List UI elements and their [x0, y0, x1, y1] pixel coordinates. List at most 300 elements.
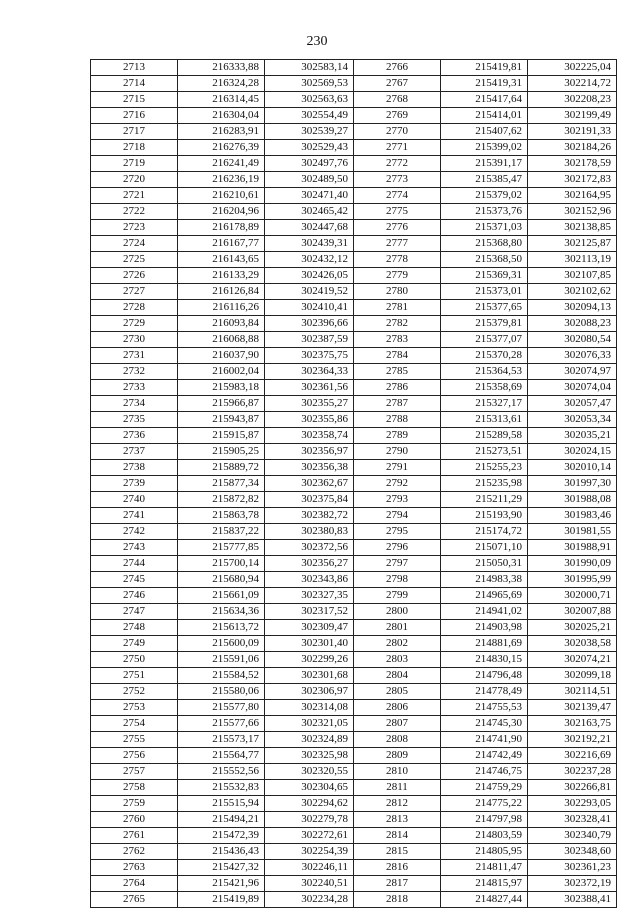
point-number-cell: 2738 — [91, 460, 178, 476]
y-coordinate-cell: 302328,41 — [528, 812, 617, 828]
point-number-cell: 2730 — [91, 332, 178, 348]
x-coordinate-cell: 215071,10 — [441, 540, 528, 556]
point-number-cell: 2776 — [354, 220, 441, 236]
table-row — [91, 508, 617, 524]
x-coordinate-cell: 214805,95 — [441, 844, 528, 860]
table-row — [91, 524, 617, 540]
x-coordinate-cell: 215837,22 — [178, 524, 265, 540]
point-number-cell: 2760 — [91, 812, 178, 828]
table-row — [91, 412, 617, 428]
point-number-cell: 2726 — [91, 268, 178, 284]
table-row — [91, 156, 617, 172]
table-row — [91, 476, 617, 492]
table-row — [91, 268, 617, 284]
point-number-cell: 2794 — [354, 508, 441, 524]
y-coordinate-cell: 302010,14 — [528, 460, 617, 476]
y-coordinate-cell: 302293,05 — [528, 796, 617, 812]
x-coordinate-cell: 215358,69 — [441, 380, 528, 396]
table-row — [91, 572, 617, 588]
x-coordinate-cell: 215552,56 — [178, 764, 265, 780]
point-number-cell: 2785 — [354, 364, 441, 380]
y-coordinate-cell: 302237,28 — [528, 764, 617, 780]
x-coordinate-cell: 215371,03 — [441, 220, 528, 236]
point-number-cell: 2755 — [91, 732, 178, 748]
table-row — [91, 588, 617, 604]
table-row — [91, 732, 617, 748]
y-coordinate-cell: 302192,21 — [528, 732, 617, 748]
coordinates-table — [90, 59, 617, 908]
x-coordinate-cell: 214741,90 — [441, 732, 528, 748]
table-row — [91, 460, 617, 476]
point-number-cell: 2741 — [91, 508, 178, 524]
point-number-cell: 2795 — [354, 524, 441, 540]
y-coordinate-cell: 302340,79 — [528, 828, 617, 844]
table-row — [91, 764, 617, 780]
x-coordinate-cell: 215419,81 — [441, 60, 528, 76]
x-coordinate-cell: 215373,01 — [441, 284, 528, 300]
y-coordinate-cell: 302178,59 — [528, 156, 617, 172]
y-coordinate-cell: 302419,52 — [265, 284, 354, 300]
point-number-cell: 2731 — [91, 348, 178, 364]
x-coordinate-cell: 215414,01 — [441, 108, 528, 124]
y-coordinate-cell: 302362,67 — [265, 476, 354, 492]
y-coordinate-cell: 302426,05 — [265, 268, 354, 284]
point-number-cell: 2764 — [91, 876, 178, 892]
table-row — [91, 620, 617, 636]
x-coordinate-cell: 214803,59 — [441, 828, 528, 844]
y-coordinate-cell: 302025,21 — [528, 620, 617, 636]
y-coordinate-cell: 302088,23 — [528, 316, 617, 332]
point-number-cell: 2762 — [91, 844, 178, 860]
x-coordinate-cell: 216304,04 — [178, 108, 265, 124]
point-number-cell: 2810 — [354, 764, 441, 780]
table-row — [91, 636, 617, 652]
x-coordinate-cell: 215634,36 — [178, 604, 265, 620]
table-row — [91, 796, 617, 812]
x-coordinate-cell: 214775,22 — [441, 796, 528, 812]
y-coordinate-cell: 302184,26 — [528, 140, 617, 156]
x-coordinate-cell: 215680,94 — [178, 572, 265, 588]
y-coordinate-cell: 302317,52 — [265, 604, 354, 620]
x-coordinate-cell: 216167,77 — [178, 236, 265, 252]
table-row — [91, 60, 617, 76]
x-coordinate-cell: 216116,26 — [178, 300, 265, 316]
x-coordinate-cell: 215391,17 — [441, 156, 528, 172]
y-coordinate-cell: 302125,87 — [528, 236, 617, 252]
table-row — [91, 380, 617, 396]
y-coordinate-cell: 302361,56 — [265, 380, 354, 396]
x-coordinate-cell: 214778,49 — [441, 684, 528, 700]
table-row — [91, 684, 617, 700]
table-row — [91, 860, 617, 876]
y-coordinate-cell: 302216,69 — [528, 748, 617, 764]
point-number-cell: 2782 — [354, 316, 441, 332]
y-coordinate-cell: 302080,54 — [528, 332, 617, 348]
y-coordinate-cell: 302000,71 — [528, 588, 617, 604]
x-coordinate-cell: 214815,97 — [441, 876, 528, 892]
point-number-cell: 2775 — [354, 204, 441, 220]
y-coordinate-cell: 302387,59 — [265, 332, 354, 348]
point-number-cell: 2763 — [91, 860, 178, 876]
point-number-cell: 2722 — [91, 204, 178, 220]
table-row — [91, 284, 617, 300]
x-coordinate-cell: 214755,53 — [441, 700, 528, 716]
y-coordinate-cell: 302272,61 — [265, 828, 354, 844]
y-coordinate-cell: 302038,58 — [528, 636, 617, 652]
table-row — [91, 364, 617, 380]
point-number-cell: 2777 — [354, 236, 441, 252]
x-coordinate-cell: 215364,53 — [441, 364, 528, 380]
point-number-cell: 2736 — [91, 428, 178, 444]
x-coordinate-cell: 215399,02 — [441, 140, 528, 156]
y-coordinate-cell: 302074,04 — [528, 380, 617, 396]
point-number-cell: 2811 — [354, 780, 441, 796]
x-coordinate-cell: 214797,98 — [441, 812, 528, 828]
y-coordinate-cell: 302074,21 — [528, 652, 617, 668]
point-number-cell: 2802 — [354, 636, 441, 652]
y-coordinate-cell: 302208,23 — [528, 92, 617, 108]
table-row — [91, 188, 617, 204]
y-coordinate-cell: 301988,08 — [528, 492, 617, 508]
point-number-cell: 2727 — [91, 284, 178, 300]
x-coordinate-cell: 216204,96 — [178, 204, 265, 220]
x-coordinate-cell: 215905,25 — [178, 444, 265, 460]
y-coordinate-cell: 302554,49 — [265, 108, 354, 124]
table-row — [91, 892, 617, 908]
table-row — [91, 700, 617, 716]
point-number-cell: 2772 — [354, 156, 441, 172]
y-coordinate-cell: 302356,27 — [265, 556, 354, 572]
y-coordinate-cell: 302356,97 — [265, 444, 354, 460]
y-coordinate-cell: 302234,28 — [265, 892, 354, 908]
point-number-cell: 2792 — [354, 476, 441, 492]
y-coordinate-cell: 302489,50 — [265, 172, 354, 188]
y-coordinate-cell: 302191,33 — [528, 124, 617, 140]
point-number-cell: 2752 — [91, 684, 178, 700]
x-coordinate-cell: 215211,29 — [441, 492, 528, 508]
point-number-cell: 2749 — [91, 636, 178, 652]
x-coordinate-cell: 215235,98 — [441, 476, 528, 492]
y-coordinate-cell: 301990,09 — [528, 556, 617, 572]
y-coordinate-cell: 302348,60 — [528, 844, 617, 860]
point-number-cell: 2797 — [354, 556, 441, 572]
x-coordinate-cell: 214903,98 — [441, 620, 528, 636]
table-row — [91, 124, 617, 140]
point-number-cell: 2724 — [91, 236, 178, 252]
y-coordinate-cell: 302396,66 — [265, 316, 354, 332]
point-number-cell: 2715 — [91, 92, 178, 108]
x-coordinate-cell: 215983,18 — [178, 380, 265, 396]
table-row — [91, 252, 617, 268]
point-number-cell: 2744 — [91, 556, 178, 572]
x-coordinate-cell: 215573,17 — [178, 732, 265, 748]
y-coordinate-cell: 302314,08 — [265, 700, 354, 716]
table-row — [91, 428, 617, 444]
x-coordinate-cell: 215577,66 — [178, 716, 265, 732]
y-coordinate-cell: 302410,41 — [265, 300, 354, 316]
point-number-cell: 2790 — [354, 444, 441, 460]
point-number-cell: 2799 — [354, 588, 441, 604]
x-coordinate-cell: 215379,81 — [441, 316, 528, 332]
y-coordinate-cell: 302563,63 — [265, 92, 354, 108]
x-coordinate-cell: 214830,15 — [441, 652, 528, 668]
point-number-cell: 2793 — [354, 492, 441, 508]
point-number-cell: 2759 — [91, 796, 178, 812]
x-coordinate-cell: 214965,69 — [441, 588, 528, 604]
point-number-cell: 2801 — [354, 620, 441, 636]
table-row — [91, 316, 617, 332]
point-number-cell: 2714 — [91, 76, 178, 92]
y-coordinate-cell: 302138,85 — [528, 220, 617, 236]
x-coordinate-cell: 215370,28 — [441, 348, 528, 364]
y-coordinate-cell: 302114,51 — [528, 684, 617, 700]
point-number-cell: 2753 — [91, 700, 178, 716]
point-number-cell: 2765 — [91, 892, 178, 908]
table-row — [91, 236, 617, 252]
y-coordinate-cell: 302152,96 — [528, 204, 617, 220]
x-coordinate-cell: 216324,28 — [178, 76, 265, 92]
table-row — [91, 76, 617, 92]
page-number: 230 — [306, 34, 328, 49]
point-number-cell: 2778 — [354, 252, 441, 268]
point-number-cell: 2720 — [91, 172, 178, 188]
table-row — [91, 108, 617, 124]
point-number-cell: 2757 — [91, 764, 178, 780]
x-coordinate-cell: 216133,29 — [178, 268, 265, 284]
x-coordinate-cell: 216276,39 — [178, 140, 265, 156]
table-row — [91, 492, 617, 508]
point-number-cell: 2761 — [91, 828, 178, 844]
x-coordinate-cell: 215436,43 — [178, 844, 265, 860]
x-coordinate-cell: 216241,49 — [178, 156, 265, 172]
point-number-cell: 2803 — [354, 652, 441, 668]
y-coordinate-cell: 302035,21 — [528, 428, 617, 444]
x-coordinate-cell: 215472,39 — [178, 828, 265, 844]
x-coordinate-cell: 215289,58 — [441, 428, 528, 444]
x-coordinate-cell: 216093,84 — [178, 316, 265, 332]
x-coordinate-cell: 215943,87 — [178, 412, 265, 428]
y-coordinate-cell: 302539,27 — [265, 124, 354, 140]
x-coordinate-cell: 215417,64 — [441, 92, 528, 108]
table-row — [91, 332, 617, 348]
y-coordinate-cell: 302299,26 — [265, 652, 354, 668]
y-coordinate-cell: 302309,47 — [265, 620, 354, 636]
point-number-cell: 2746 — [91, 588, 178, 604]
point-number-cell: 2747 — [91, 604, 178, 620]
x-coordinate-cell: 214827,44 — [441, 892, 528, 908]
y-coordinate-cell: 302355,27 — [265, 396, 354, 412]
table-row — [91, 844, 617, 860]
point-number-cell: 2818 — [354, 892, 441, 908]
point-number-cell: 2796 — [354, 540, 441, 556]
point-number-cell: 2784 — [354, 348, 441, 364]
table-row — [91, 540, 617, 556]
y-coordinate-cell: 302076,33 — [528, 348, 617, 364]
x-coordinate-cell: 216236,19 — [178, 172, 265, 188]
x-coordinate-cell: 216314,45 — [178, 92, 265, 108]
x-coordinate-cell: 215427,32 — [178, 860, 265, 876]
y-coordinate-cell: 302497,76 — [265, 156, 354, 172]
point-number-cell: 2733 — [91, 380, 178, 396]
y-coordinate-cell: 302324,89 — [265, 732, 354, 748]
y-coordinate-cell: 302279,78 — [265, 812, 354, 828]
point-number-cell: 2805 — [354, 684, 441, 700]
point-number-cell: 2750 — [91, 652, 178, 668]
point-number-cell: 2809 — [354, 748, 441, 764]
x-coordinate-cell: 215872,82 — [178, 492, 265, 508]
table-row — [91, 780, 617, 796]
table-row — [91, 140, 617, 156]
x-coordinate-cell: 215515,94 — [178, 796, 265, 812]
table-row — [91, 348, 617, 364]
point-number-cell: 2783 — [354, 332, 441, 348]
point-number-cell: 2718 — [91, 140, 178, 156]
x-coordinate-cell: 216143,65 — [178, 252, 265, 268]
x-coordinate-cell: 215777,85 — [178, 540, 265, 556]
point-number-cell: 2719 — [91, 156, 178, 172]
point-number-cell: 2766 — [354, 60, 441, 76]
point-number-cell: 2769 — [354, 108, 441, 124]
y-coordinate-cell: 302388,41 — [528, 892, 617, 908]
x-coordinate-cell: 214811,47 — [441, 860, 528, 876]
point-number-cell: 2786 — [354, 380, 441, 396]
x-coordinate-cell: 214881,69 — [441, 636, 528, 652]
y-coordinate-cell: 302214,72 — [528, 76, 617, 92]
y-coordinate-cell: 302294,62 — [265, 796, 354, 812]
y-coordinate-cell: 302139,47 — [528, 700, 617, 716]
point-number-cell: 2742 — [91, 524, 178, 540]
x-coordinate-cell: 214745,30 — [441, 716, 528, 732]
y-coordinate-cell: 302372,19 — [528, 876, 617, 892]
table-row — [91, 444, 617, 460]
y-coordinate-cell: 301983,46 — [528, 508, 617, 524]
y-coordinate-cell: 302301,40 — [265, 636, 354, 652]
point-number-cell: 2788 — [354, 412, 441, 428]
x-coordinate-cell: 215591,06 — [178, 652, 265, 668]
y-coordinate-cell: 302246,11 — [265, 860, 354, 876]
point-number-cell: 2771 — [354, 140, 441, 156]
y-coordinate-cell: 302356,38 — [265, 460, 354, 476]
y-coordinate-cell: 302358,74 — [265, 428, 354, 444]
x-coordinate-cell: 215313,61 — [441, 412, 528, 428]
point-number-cell: 2787 — [354, 396, 441, 412]
point-number-cell: 2754 — [91, 716, 178, 732]
point-number-cell: 2732 — [91, 364, 178, 380]
y-coordinate-cell: 302375,75 — [265, 348, 354, 364]
point-number-cell: 2713 — [91, 60, 178, 76]
table-row — [91, 92, 617, 108]
x-coordinate-cell: 215577,80 — [178, 700, 265, 716]
x-coordinate-cell: 214941,02 — [441, 604, 528, 620]
y-coordinate-cell: 302432,12 — [265, 252, 354, 268]
x-coordinate-cell: 215193,90 — [441, 508, 528, 524]
point-number-cell: 2781 — [354, 300, 441, 316]
point-number-cell: 2725 — [91, 252, 178, 268]
point-number-cell: 2815 — [354, 844, 441, 860]
x-coordinate-cell: 215419,31 — [441, 76, 528, 92]
point-number-cell: 2723 — [91, 220, 178, 236]
y-coordinate-cell: 302364,33 — [265, 364, 354, 380]
y-coordinate-cell: 302447,68 — [265, 220, 354, 236]
y-coordinate-cell: 301981,55 — [528, 524, 617, 540]
y-coordinate-cell: 302465,42 — [265, 204, 354, 220]
y-coordinate-cell: 302053,34 — [528, 412, 617, 428]
y-coordinate-cell: 302163,75 — [528, 716, 617, 732]
x-coordinate-cell: 215613,72 — [178, 620, 265, 636]
point-number-cell: 2780 — [354, 284, 441, 300]
y-coordinate-cell: 302325,98 — [265, 748, 354, 764]
y-coordinate-cell: 302382,72 — [265, 508, 354, 524]
y-coordinate-cell: 302529,43 — [265, 140, 354, 156]
point-number-cell: 2728 — [91, 300, 178, 316]
y-coordinate-cell: 301995,99 — [528, 572, 617, 588]
table-row — [91, 812, 617, 828]
y-coordinate-cell: 302569,53 — [265, 76, 354, 92]
x-coordinate-cell: 215174,72 — [441, 524, 528, 540]
x-coordinate-cell: 215419,89 — [178, 892, 265, 908]
x-coordinate-cell: 216333,88 — [178, 60, 265, 76]
point-number-cell: 2814 — [354, 828, 441, 844]
point-number-cell: 2751 — [91, 668, 178, 684]
x-coordinate-cell: 215255,23 — [441, 460, 528, 476]
point-number-cell: 2808 — [354, 732, 441, 748]
y-coordinate-cell: 302327,35 — [265, 588, 354, 604]
point-number-cell: 2800 — [354, 604, 441, 620]
x-coordinate-cell: 214742,49 — [441, 748, 528, 764]
x-coordinate-cell: 215863,78 — [178, 508, 265, 524]
point-number-cell: 2743 — [91, 540, 178, 556]
y-coordinate-cell: 302372,56 — [265, 540, 354, 556]
y-coordinate-cell: 302375,84 — [265, 492, 354, 508]
x-coordinate-cell: 215421,96 — [178, 876, 265, 892]
x-coordinate-cell: 216037,90 — [178, 348, 265, 364]
y-coordinate-cell: 302471,40 — [265, 188, 354, 204]
x-coordinate-cell: 215966,87 — [178, 396, 265, 412]
x-coordinate-cell: 214759,29 — [441, 780, 528, 796]
y-coordinate-cell: 302320,55 — [265, 764, 354, 780]
point-number-cell: 2729 — [91, 316, 178, 332]
y-coordinate-cell: 301988,91 — [528, 540, 617, 556]
point-number-cell: 2817 — [354, 876, 441, 892]
y-coordinate-cell: 302164,95 — [528, 188, 617, 204]
point-number-cell: 2807 — [354, 716, 441, 732]
x-coordinate-cell: 215050,31 — [441, 556, 528, 572]
y-coordinate-cell: 302099,18 — [528, 668, 617, 684]
y-coordinate-cell: 302199,49 — [528, 108, 617, 124]
point-number-cell: 2770 — [354, 124, 441, 140]
point-number-cell: 2756 — [91, 748, 178, 764]
table-row — [91, 396, 617, 412]
x-coordinate-cell: 216210,61 — [178, 188, 265, 204]
table-row — [91, 172, 617, 188]
x-coordinate-cell: 214796,48 — [441, 668, 528, 684]
x-coordinate-cell: 215407,62 — [441, 124, 528, 140]
point-number-cell: 2812 — [354, 796, 441, 812]
table-row — [91, 300, 617, 316]
point-number-cell: 2773 — [354, 172, 441, 188]
point-number-cell: 2813 — [354, 812, 441, 828]
x-coordinate-cell: 215915,87 — [178, 428, 265, 444]
point-number-cell: 2737 — [91, 444, 178, 460]
y-coordinate-cell: 302583,14 — [265, 60, 354, 76]
x-coordinate-cell: 215877,34 — [178, 476, 265, 492]
table-row — [91, 604, 617, 620]
y-coordinate-cell: 302321,05 — [265, 716, 354, 732]
y-coordinate-cell: 302172,83 — [528, 172, 617, 188]
point-number-cell: 2745 — [91, 572, 178, 588]
x-coordinate-cell: 215273,51 — [441, 444, 528, 460]
table-row — [91, 828, 617, 844]
